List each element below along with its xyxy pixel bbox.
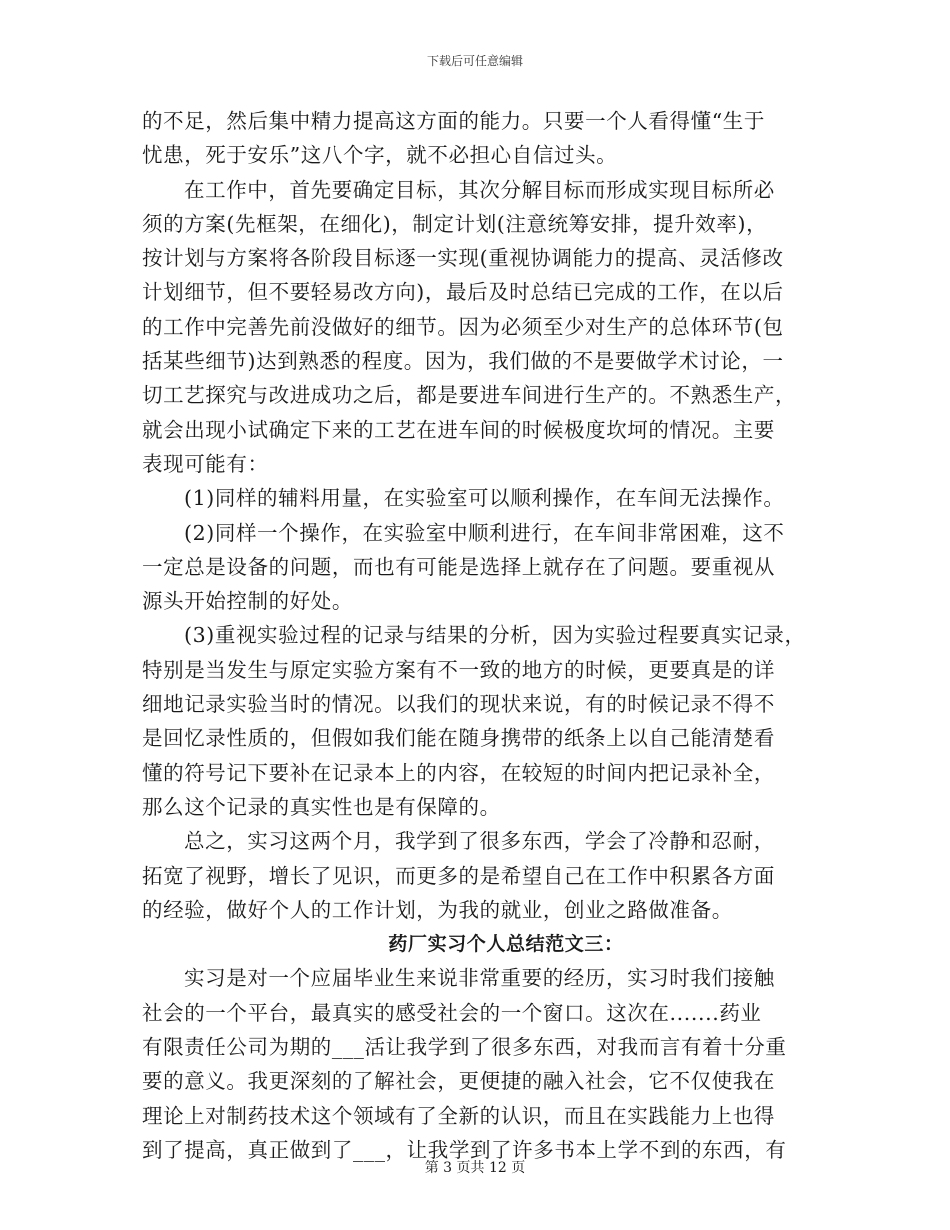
text-line: 的经验，做好个人的工作计划，为我的就业，创业之路做准备。: [142, 897, 733, 922]
text-line: 源头开始控制的好处。: [142, 589, 353, 614]
text-line: 社会的一个平台，最真实的感受社会的一个窗口。这次在.......药业: [142, 1000, 762, 1025]
page-header: 下载后可任意编辑: [426, 54, 523, 68]
text-line: 细地记录实验当时的情况。以我们的现状来说，有的时候记录不得不: [142, 692, 775, 717]
text-line: 括某些细节)达到熟悉的程度。因为，我们做的不是要做学术讨论，一: [142, 349, 784, 374]
text-line: 按计划与方案将各阶段目标逐一实现(重视协调能力的提高、灵活修改: [142, 246, 784, 271]
text-line: 计划细节，但不要轻易改方向)，最后及时总结已完成的工作，在以后: [142, 280, 784, 305]
text-line: 就会出现小试确定下来的工艺在进车间的时候极度坎坷的情况。主要: [142, 417, 775, 442]
text-line: 那么这个记录的真实性也是有保障的。: [142, 794, 501, 819]
text-line: 切工艺探究与改进成功之后，都是要进车间进行生产的。不熟悉生产，: [142, 383, 797, 408]
text-line: 特别是当发生与原定实验方案有不一致的地方的时候，更要真是的详: [142, 657, 775, 682]
list-item-line: (3)重视实验过程的记录与结果的分析，因为实验过程要真实记录，: [184, 623, 806, 648]
text-line: 的工作中完善先前没做好的细节。因为必须至少对生产的总体环节(包: [142, 314, 784, 339]
text-line: 懂的符号记下要补在记录本上的内容，在较短的时间内把记录补全，: [142, 760, 775, 785]
text-line: 一定总是设备的问题，而也有可能是选择上就存在了问题。要重视从: [142, 554, 775, 579]
text-line: 有限责任公司为期的___活让我学到了很多东西，对我而言有着十分重: [142, 1035, 787, 1060]
page-footer: 第 3 页共 12 页: [424, 1160, 526, 1176]
section-heading: 药厂实习个人总结范文三：: [388, 933, 624, 956]
text-line: 的不足，然后集中精力提高这方面的能力。只要一个人看得懂“生于: [142, 109, 765, 133]
paragraph-start-line: 总之，实习这两个月，我学到了很多东西，学会了冷静和忍耐，: [184, 829, 775, 854]
text-line: 是回忆录性质的，但假如我们能在随身携带的纸条上以自己能清楚看: [142, 726, 775, 751]
text-line: 表现可能有：: [142, 451, 269, 476]
text-line: 拓宽了视野，增长了见识，而更多的是希望自己在工作中积累各方面: [142, 863, 775, 888]
paragraph-start-line: 在工作中，首先要确定目标，其次分解目标而形成实现目标所必: [184, 177, 775, 202]
text-line: 理论上对制药技术这个领域有了全新的认识，而且在实践能力上也得: [142, 1103, 775, 1128]
list-item-line: (1)同样的辅料用量，在实验室可以顺利操作，在车间无法操作。: [184, 486, 785, 511]
text-line: 要的意义。我更深刻的了解社会，更便捷的融入社会，它不仅使我在: [142, 1069, 775, 1094]
list-item-line: (2)同样一个操作，在实验室中顺利进行，在车间非常困难，这不: [184, 520, 785, 545]
paragraph-start-line: 实习是对一个应届毕业生来说非常重要的经历，实习时我们接触: [184, 966, 775, 991]
document-body: [142, 104, 810, 1167]
text-line: 忧患，死于安乐”这八个字，就不必担心自信过头。: [142, 143, 618, 168]
text-line: 到了提高，真正做到了___，让我学到了许多书本上学不到的东西，有: [142, 1137, 787, 1162]
text-line: 须的方案(先框架，在细化)，制定计划(注意统筹安排，提升效率)，: [142, 211, 768, 236]
